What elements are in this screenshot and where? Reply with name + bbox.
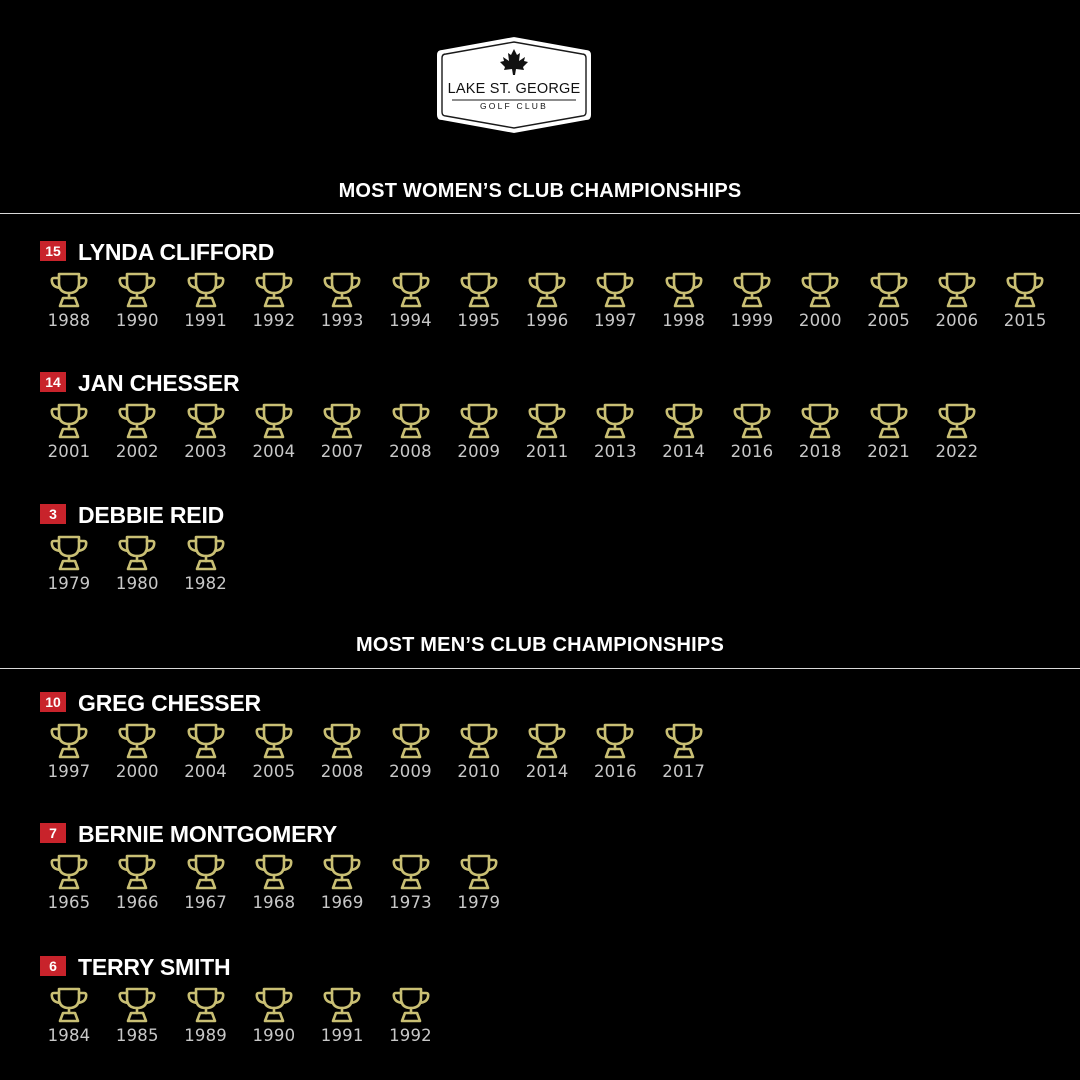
championship-year: 1966 <box>115 893 159 912</box>
trophy-icon <box>103 534 171 572</box>
championship-trophy <box>103 402 171 472</box>
trophy-icon <box>308 722 376 760</box>
trophy-icon <box>855 271 923 309</box>
trophy-icon <box>718 271 786 309</box>
championship-year: 1989 <box>184 1026 227 1045</box>
championship-count-badge: 15 <box>40 241 66 261</box>
championship-year: 2014 <box>662 442 706 461</box>
championship-trophy <box>308 986 376 1056</box>
championship-year: 2007 <box>320 442 364 461</box>
championship-trophy <box>103 722 171 792</box>
championship-year: 1994 <box>389 311 432 330</box>
championship-count-badge: 14 <box>40 372 66 392</box>
womens-section-divider <box>0 213 1080 214</box>
championship-trophy <box>172 722 240 792</box>
trophy-icon <box>172 722 240 760</box>
player-row-debbie-reid <box>40 500 1060 593</box>
trophy-icon <box>513 722 581 760</box>
championship-year: 1982 <box>184 574 227 593</box>
trophy-icon <box>581 722 649 760</box>
championship-year: 2009 <box>457 442 501 461</box>
championship-year: 2017 <box>662 762 706 781</box>
championship-year: 2001 <box>47 442 91 461</box>
trophy-icon <box>377 986 445 1024</box>
championship-year: 1967 <box>184 893 227 912</box>
championship-year: 1997 <box>47 762 91 781</box>
championship-year: 1993 <box>320 311 364 330</box>
championship-year: 2013 <box>593 442 637 461</box>
championship-year: 1997 <box>593 311 637 330</box>
player-row-jan-chesser <box>40 368 1060 461</box>
championship-year: 1998 <box>662 311 706 330</box>
championship-trophy <box>377 853 445 923</box>
championship-year: 1990 <box>252 1026 296 1045</box>
championship-trophy <box>308 722 376 792</box>
player-row-terry-smith <box>40 952 1060 1045</box>
trophy-icon <box>855 402 923 440</box>
trophy-icon <box>35 722 103 760</box>
player-name: GREG CHESSER <box>78 690 261 716</box>
trophy-icon <box>103 853 171 891</box>
championship-trophy <box>377 271 445 341</box>
trophy-icon <box>240 853 308 891</box>
championship-trophy <box>445 402 513 472</box>
trophy-icon <box>240 722 308 760</box>
championship-year: 2005 <box>252 762 296 781</box>
championship-year: 2008 <box>389 442 432 461</box>
championship-year: 2011 <box>525 442 569 461</box>
championship-trophy <box>308 402 376 472</box>
championship-year: 2004 <box>252 442 296 461</box>
championship-count-badge: 7 <box>40 823 66 843</box>
championship-count-badge: 6 <box>40 956 66 976</box>
championship-trophy <box>581 402 649 472</box>
trophy-icon <box>445 853 513 891</box>
championship-trophy <box>377 986 445 1056</box>
championship-trophy <box>377 722 445 792</box>
championship-trophy <box>650 722 718 792</box>
trophy-icon <box>35 534 103 572</box>
logo-club-subtitle: GOLF CLUB <box>480 101 548 111</box>
championship-year: 1969 <box>320 893 364 912</box>
trophy-icon <box>240 402 308 440</box>
championship-year: 2015 <box>1003 311 1047 330</box>
trophy-icon <box>581 402 649 440</box>
championship-year: 2022 <box>935 442 979 461</box>
championship-year: 1965 <box>47 893 91 912</box>
championship-year: 2008 <box>320 762 364 781</box>
championship-year: 1991 <box>320 1026 364 1045</box>
championship-trophy <box>786 271 854 341</box>
championship-trophy <box>718 402 786 472</box>
trophy-icon <box>445 722 513 760</box>
trophy-icon <box>35 402 103 440</box>
championship-year: 2000 <box>798 311 842 330</box>
trophy-icon <box>513 271 581 309</box>
championship-year: 1992 <box>252 311 296 330</box>
club-logo <box>428 35 600 135</box>
championship-trophy <box>172 534 240 604</box>
trophy-icon <box>172 534 240 572</box>
championship-trophy <box>240 271 308 341</box>
championship-year: 1979 <box>457 893 501 912</box>
championship-trophy <box>923 402 991 472</box>
championship-year: 1996 <box>525 311 569 330</box>
championship-trophy <box>581 271 649 341</box>
trophy-icon <box>923 402 991 440</box>
trophy-icon <box>103 402 171 440</box>
trophy-icon <box>308 402 376 440</box>
championship-trophy <box>103 534 171 604</box>
championship-trophy <box>103 986 171 1056</box>
championship-trophy <box>35 722 103 792</box>
championship-trophy <box>35 986 103 1056</box>
trophy-icon <box>581 271 649 309</box>
trophy-icon <box>240 986 308 1024</box>
championship-year: 1984 <box>47 1026 91 1045</box>
championship-trophy <box>308 271 376 341</box>
trophy-list <box>40 986 1060 1056</box>
championship-trophy <box>991 271 1059 341</box>
player-row-lynda-clifford <box>40 237 1060 330</box>
championship-trophy <box>308 853 376 923</box>
championship-trophy <box>513 271 581 341</box>
trophy-icon <box>377 853 445 891</box>
championship-year: 1988 <box>47 311 91 330</box>
trophy-icon <box>35 986 103 1024</box>
mens-section-title: MOST MEN’S CLUB CHAMPIONSHIPS <box>355 634 725 656</box>
championship-trophy <box>172 271 240 341</box>
championship-year: 2016 <box>593 762 637 781</box>
championship-trophy <box>103 853 171 923</box>
player-name: BERNIE MONTGOMERY <box>78 821 337 847</box>
championship-trophy <box>445 271 513 341</box>
trophy-list <box>40 271 1060 341</box>
trophy-icon <box>103 271 171 309</box>
championship-trophy <box>35 271 103 341</box>
player-row-greg-chesser <box>40 688 1060 781</box>
championship-trophy <box>650 402 718 472</box>
trophy-icon <box>172 986 240 1024</box>
championship-trophy <box>855 402 923 472</box>
championship-count-badge: 10 <box>40 692 66 712</box>
trophy-icon <box>172 853 240 891</box>
trophy-icon <box>172 271 240 309</box>
trophy-icon <box>650 271 718 309</box>
championship-trophy <box>35 534 103 604</box>
championship-year: 1979 <box>47 574 91 593</box>
trophy-icon <box>308 271 376 309</box>
championship-trophy <box>240 853 308 923</box>
championship-year: 1991 <box>184 311 227 330</box>
trophy-list <box>40 722 1060 792</box>
trophy-icon <box>445 271 513 309</box>
trophy-icon <box>308 853 376 891</box>
championship-year: 1973 <box>389 893 432 912</box>
championship-trophy <box>240 722 308 792</box>
trophy-icon <box>650 722 718 760</box>
player-name: JAN CHESSER <box>78 370 240 396</box>
trophy-icon <box>35 271 103 309</box>
trophy-icon <box>35 853 103 891</box>
championship-year: 2003 <box>184 442 227 461</box>
trophy-icon <box>786 402 854 440</box>
championship-year: 2000 <box>115 762 159 781</box>
championship-trophy <box>377 402 445 472</box>
championship-year: 2016 <box>730 442 774 461</box>
championship-year: 1990 <box>115 311 159 330</box>
championship-trophy <box>103 271 171 341</box>
championship-year: 2002 <box>115 442 159 461</box>
championship-trophy <box>513 722 581 792</box>
trophy-icon <box>377 271 445 309</box>
trophy-icon <box>650 402 718 440</box>
championship-year: 1980 <box>115 574 159 593</box>
trophy-list <box>40 534 1060 604</box>
championship-trophy <box>240 986 308 1056</box>
player-name: DEBBIE REID <box>78 502 225 528</box>
championship-year: 2004 <box>184 762 227 781</box>
championship-trophy <box>581 722 649 792</box>
championship-trophy <box>650 271 718 341</box>
trophy-icon <box>308 986 376 1024</box>
championship-trophy <box>445 722 513 792</box>
trophy-list <box>40 853 1060 923</box>
championship-year: 2009 <box>389 762 432 781</box>
championship-trophy <box>718 271 786 341</box>
championship-year: 2018 <box>798 442 842 461</box>
championship-trophy <box>445 853 513 923</box>
trophy-list <box>40 402 1060 472</box>
trophy-icon <box>991 271 1059 309</box>
trophy-icon <box>445 402 513 440</box>
trophy-icon <box>377 402 445 440</box>
championship-year: 2021 <box>867 442 910 461</box>
player-row-bernie-montgomery <box>40 819 1060 912</box>
championship-year: 2006 <box>935 311 979 330</box>
trophy-icon <box>103 986 171 1024</box>
trophy-icon <box>513 402 581 440</box>
championship-trophy <box>35 402 103 472</box>
championship-year: 2010 <box>457 762 501 781</box>
player-name: TERRY SMITH <box>78 954 231 980</box>
trophy-icon <box>718 402 786 440</box>
womens-section-title: MOST WOMEN’S CLUB CHAMPIONSHIPS <box>338 180 742 202</box>
championship-year: 1999 <box>730 311 774 330</box>
championship-year: 1985 <box>115 1026 159 1045</box>
trophy-icon <box>377 722 445 760</box>
championship-trophy <box>172 853 240 923</box>
logo-club-name: LAKE ST. GEORGE <box>447 81 581 97</box>
trophy-icon <box>172 402 240 440</box>
trophy-icon <box>923 271 991 309</box>
trophy-icon <box>103 722 171 760</box>
trophy-icon <box>240 271 308 309</box>
championship-trophy <box>855 271 923 341</box>
championship-year: 2005 <box>867 311 910 330</box>
championship-count-badge: 3 <box>40 504 66 524</box>
championship-trophy <box>240 402 308 472</box>
championship-year: 2014 <box>525 762 569 781</box>
championship-trophy <box>513 402 581 472</box>
championship-trophy <box>172 402 240 472</box>
player-name: LYNDA CLIFFORD <box>78 239 275 265</box>
championship-trophy <box>172 986 240 1056</box>
championship-year: 1968 <box>252 893 296 912</box>
championship-year: 1992 <box>389 1026 432 1045</box>
championship-trophy <box>923 271 991 341</box>
championship-trophy <box>786 402 854 472</box>
mens-section-divider <box>0 668 1080 669</box>
trophy-icon <box>786 271 854 309</box>
championship-trophy <box>35 853 103 923</box>
championship-year: 1995 <box>457 311 501 330</box>
